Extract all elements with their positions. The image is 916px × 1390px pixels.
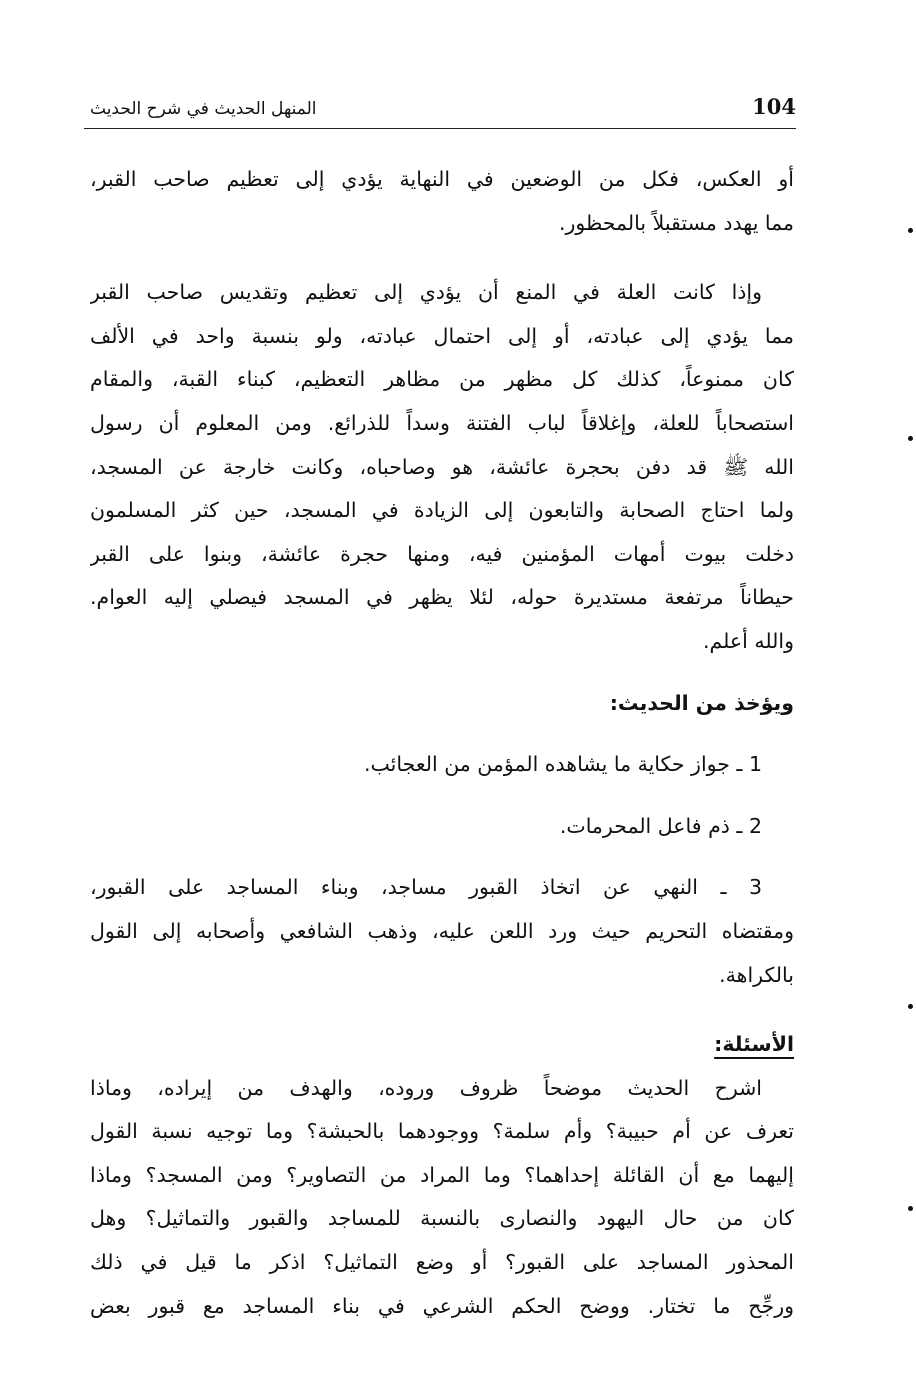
questions-paragraph <box>90 1067 794 1329</box>
text-line: إليهما مع أن القائلة إحداهما؟ وما المراد من التصاوير؟ ومن المسجد؟ وماذا <box>90 1162 794 1187</box>
text-line: أو العكس، فكل من الوضعين في النهاية يؤدي إلى تعظيم صاحب القبر، <box>90 167 794 191</box>
text-line: اشرح الحديث موضحاً ظروف وروده، والهدف من إيراده، وماذا <box>90 1075 762 1100</box>
lessons-heading: ويؤخذ من الحديث: <box>609 690 794 715</box>
text-line: ومقتضاه التحريم حيث ورد اللعن عليه، وذهب الشافعي وأصحابه إلى القول <box>90 918 794 943</box>
text-line: حيطاناً مرتفعة مستديرة حوله، لئلا يظهر في المسجد فيصلي إليه العوام. <box>90 585 794 610</box>
margin-dot <box>908 228 913 233</box>
text-line: والله أعلم. <box>702 628 794 653</box>
questions-heading: الأسئلة: <box>714 1032 794 1057</box>
text-line: مما يهدد مستقبلاً بالمحظور. <box>558 210 794 235</box>
text-line: تعرف عن أم حبيبة؟ وأم سلمة؟ ووجودهما بالحبشة؟ وما توجيه نسبة القول <box>90 1119 794 1144</box>
page-header <box>84 92 796 129</box>
text-line: المحذور المساجد على القبور؟ أو وضع التماثيل؟ اذكر ما قيل في ذلك <box>90 1250 794 1275</box>
text-line: 1 ـ جواز حكاية ما يشاهده المؤمن من العجائب. <box>364 752 762 777</box>
paragraph-2 <box>90 271 794 663</box>
page-number: 104 <box>752 94 796 119</box>
page-body <box>90 158 794 1328</box>
text-line: مما يؤدي إلى عبادته، أو إلى احتمال عبادته، ولو بنسبة واحد في الألف <box>90 323 794 348</box>
lesson-item-3 <box>90 866 794 997</box>
margin-dot <box>908 1004 913 1009</box>
lesson-item-1 <box>90 743 794 787</box>
text-line: 3 ـ النهي عن اتخاذ القبور مساجد، وبناء المساجد على القبور، <box>90 875 762 900</box>
text-line: كان من حال اليهود والنصارى بالنسبة للمساجد والقبور والتماثيل؟ وهل <box>90 1206 794 1231</box>
text-line: ولما احتاج الصحابة والتابعون إلى الزيادة في المسجد، حين كثر المسلمون <box>90 498 794 523</box>
text-line: الله ﷺ قد دفن بحجرة عائشة، هو وصاحباه، وكانت خارجة عن المسجد، <box>90 454 794 479</box>
text-line: وإذا كانت العلة في المنع أن يؤدي إلى تعظيم وتقديس صاحب القبر <box>90 280 762 305</box>
text-line: بالكراهة. <box>719 962 794 987</box>
text-line: استصحاباً للعلة، وإغلاقاً لباب الفتنة وسداً للذرائع. ومن المعلوم أن رسول <box>90 410 794 435</box>
text-line: 2 ـ ذم فاعل المحرمات. <box>559 813 762 838</box>
margin-dot <box>908 436 913 441</box>
running-title: المنهل الحديث في شرح الحديث <box>90 99 317 119</box>
margin-dot <box>908 1206 913 1211</box>
text-line: دخلت بيوت أمهات المؤمنين فيه، ومنها حجرة عائشة، وبنوا على القبر <box>90 541 794 566</box>
lesson-item-2 <box>90 805 794 849</box>
text-line: كان ممنوعاً، كذلك كل مظهر من مظاهر التعظيم، كبناء القبة، والمقام <box>90 367 794 392</box>
paragraph-1 <box>90 158 794 245</box>
text-line: ورجِّح ما تختار. ووضح الحكم الشرعي في بناء المساجد مع قبور بعض <box>90 1293 794 1318</box>
